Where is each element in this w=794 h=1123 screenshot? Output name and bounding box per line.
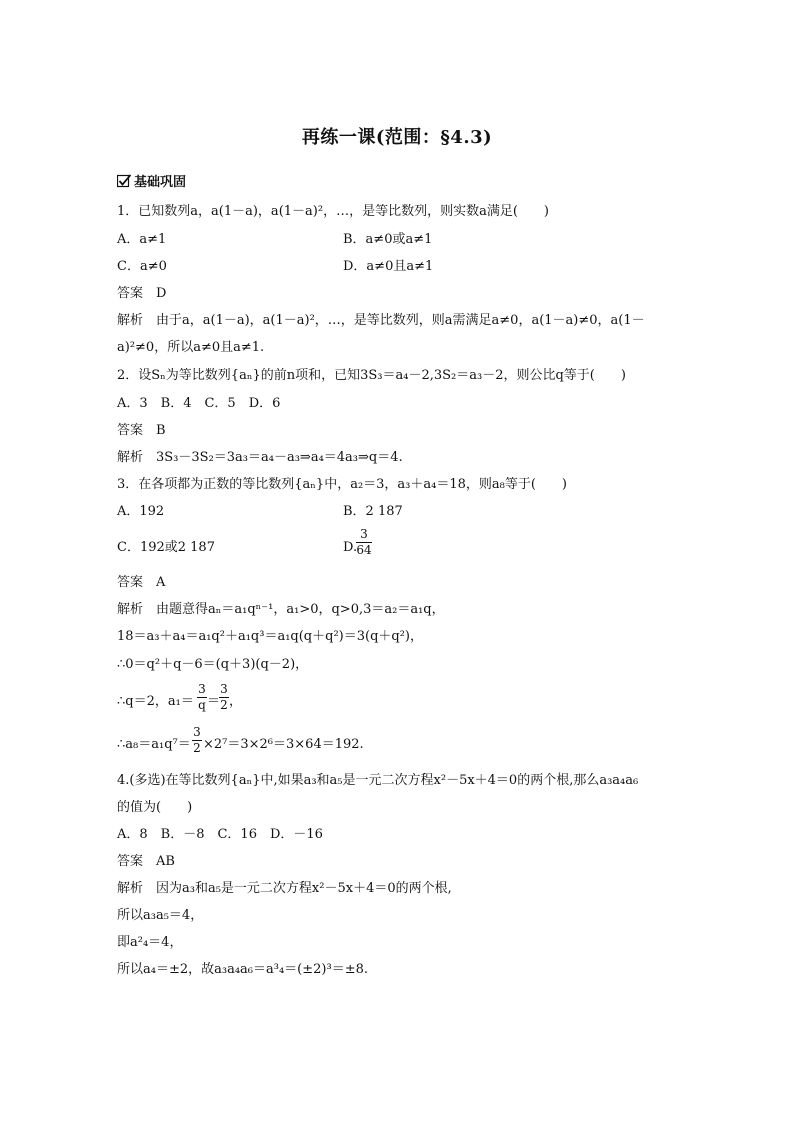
q2-answer: 答案 B xyxy=(117,423,166,438)
q3-analysis-line5-rest: ×2⁷＝3×2⁶＝3×64＝192. xyxy=(203,737,364,752)
q3-option-b: B．2 187 xyxy=(343,504,403,519)
q3-option-a: A．192 xyxy=(117,504,165,519)
q4-options: A．8 B．－8 C．16 D．－16 xyxy=(117,827,323,842)
q3-option-c: C．192或2 187 xyxy=(117,540,215,555)
q4-analysis-line1: 解析 因为a₃和a₅是一元二次方程x²－5x＋4＝0的两个根, xyxy=(117,881,452,896)
q2-stem: 2．设Sₙ为等比数列{aₙ}的前n项和，已知3S₃＝a₄－2,3S₂＝a₃－2，则公比q等于( ) xyxy=(117,368,626,383)
q1-analysis-line2: a)²≠0，所以a≠0且a≠1. xyxy=(117,340,265,355)
fraction-denominator: 64 xyxy=(356,543,372,557)
q3-analysis-line4-prefix: ∴q＝2，a₁＝ xyxy=(117,694,194,709)
q1-answer: 答案 D xyxy=(117,286,167,301)
q3-line4-equals: ＝ xyxy=(207,694,221,709)
q4-analysis-line3: 即a²₄＝4， xyxy=(117,935,183,950)
q4-analysis-line4: 所以a₄＝±2，故a₃a₄a₆＝a³₄＝(±2)³＝±8. xyxy=(117,962,368,977)
q4-answer: 答案 AB xyxy=(117,854,175,869)
fraction-denominator: 2 xyxy=(220,698,228,712)
q2-analysis: 解析 3S₃－3S₂＝3a₃＝a₄－a₃⇒a₄＝4a₃⇒q＝4. xyxy=(117,450,403,465)
q3-line4-fraction-2 xyxy=(219,683,229,712)
q2-options: A．3 B．4 C．5 D．6 xyxy=(117,396,281,411)
q1-option-a: A．a≠1 xyxy=(117,232,167,247)
q1-option-d: D．a≠0且a≠1 xyxy=(343,259,434,274)
q4-stem-line2: 的值为( ) xyxy=(117,800,193,815)
q1-option-c: C．a≠0 xyxy=(117,259,167,274)
q3-analysis-line2: 18＝a₃＋a₄＝a₁q²＋a₁q³＝a₁q(q＋q²)＝3(q＋q²)， xyxy=(117,629,424,644)
q4-stem-line1: 4.(多选)在等比数列{aₙ}中,如果a₃和a₅是一元二次方程x²－5x＋4＝0的两个根,那么a₃a₄a₆ xyxy=(117,773,639,788)
fraction-numerator: 3 xyxy=(198,682,206,696)
page-title: 再练一课(范围：§4.3) xyxy=(301,127,493,148)
checkbox-icon xyxy=(117,174,131,188)
q3-option-d-prefix: D. xyxy=(343,540,358,555)
section-label: 基础巩固 xyxy=(134,175,187,190)
q3-answer: 答案 A xyxy=(117,575,166,590)
q3-line5-fraction xyxy=(192,726,202,755)
q1-stem: 1．已知数列a，a(1－a)，a(1－a)²，…，是等比数列，则实数a满足( ) xyxy=(117,204,549,219)
q3-line4-end: ， xyxy=(229,694,243,709)
fraction-denominator: q xyxy=(198,698,206,712)
q3-line4-fraction-1 xyxy=(197,683,207,712)
fraction-numerator: 3 xyxy=(360,527,368,541)
q3-stem: 3．在各项都为正数的等比数列{aₙ}中，a₂＝3，a₃＋a₄＝18，则a₈等于( ) xyxy=(117,477,567,492)
section-heading xyxy=(117,171,186,190)
q4-analysis-line2: 所以a₃a₅＝4， xyxy=(117,908,204,923)
q1-analysis-line1: 解析 由于a，a(1－a)，a(1－a)²，…，是等比数列，则a需满足a≠0，a(1－a)≠0，a(1－ xyxy=(117,313,645,328)
q1-option-b: B．a≠0或a≠1 xyxy=(343,232,433,247)
fraction-denominator: 2 xyxy=(193,741,201,755)
q3-analysis-line1: 解析 由题意得aₙ＝a₁qⁿ⁻¹，a₁>0，q>0,3＝a₂＝a₁q， xyxy=(117,602,445,617)
q3-option-d-fraction xyxy=(356,528,372,557)
fraction-numerator: 3 xyxy=(220,682,228,696)
fraction-numerator: 3 xyxy=(193,725,201,739)
q3-analysis-line5-prefix: ∴a₈＝a₁q⁷＝ xyxy=(117,737,191,752)
q3-analysis-line3: ∴0＝q²＋q－6＝(q＋3)(q－2)， xyxy=(117,657,309,672)
